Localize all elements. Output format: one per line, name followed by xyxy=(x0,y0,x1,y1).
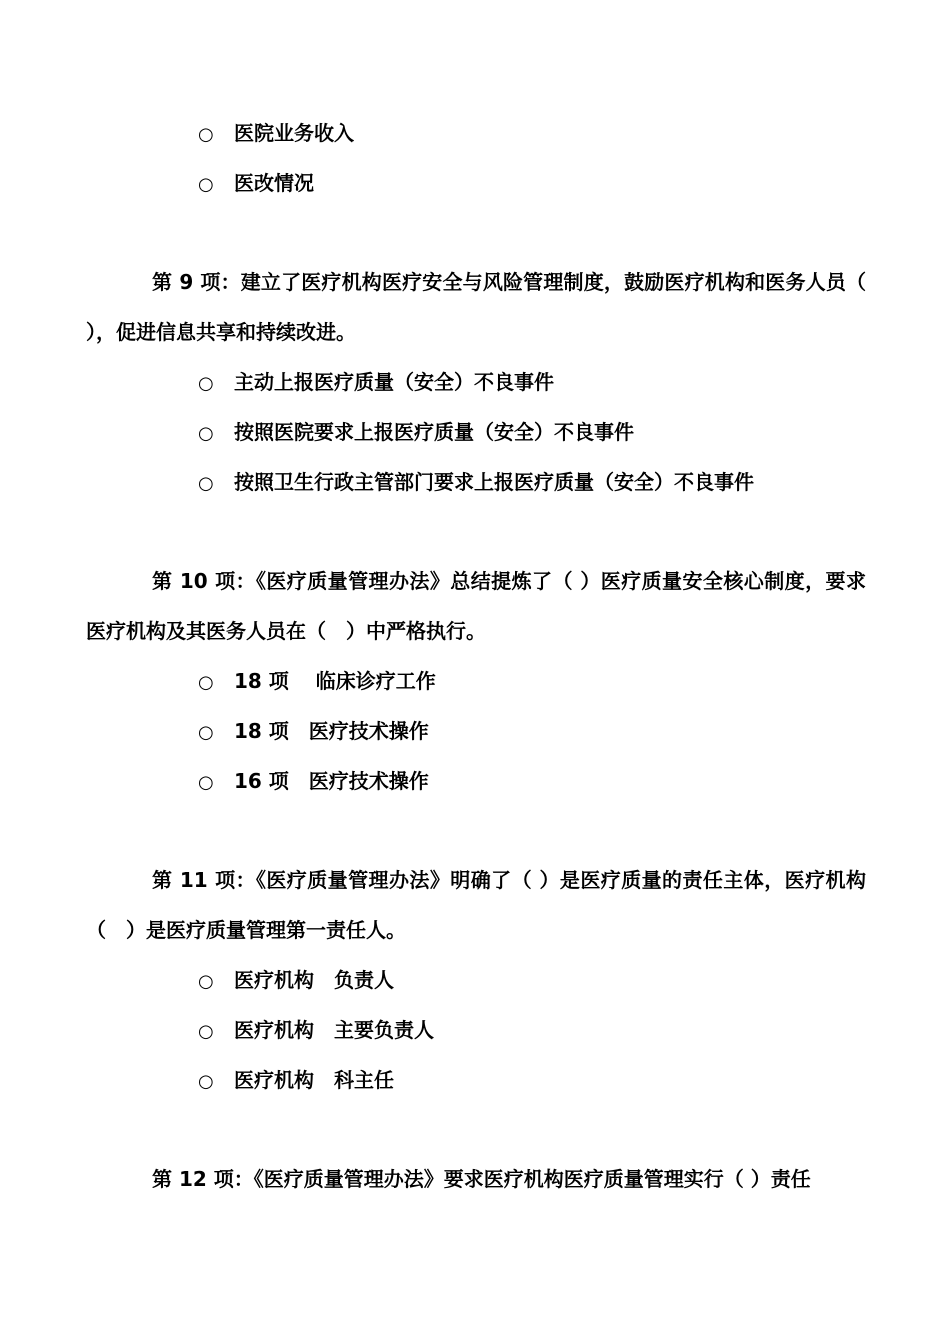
option-item[interactable] xyxy=(198,766,429,796)
question-text: 第 9 项：建立了医疗机构医疗安全与风险管理制度，鼓励医疗机构和医务人员（ ），促进信息共享和持续改进。 xyxy=(86,270,866,344)
option-item[interactable] xyxy=(198,965,394,995)
option-item[interactable] xyxy=(198,417,634,447)
question-text: 第 10 项：《医疗质量管理办法》总结提炼了（ ）医疗质量安全核心制度，要求医疗机构及其医务人员在（ ）中严格执行。 xyxy=(86,569,866,643)
option-bullet: ○ xyxy=(198,373,214,394)
question-text: 第 11 项：《医疗质量管理办法》明确了（ ）是医疗质量的责任主体，医疗机构（ ）是医疗质量管理第一责任人。 xyxy=(86,868,866,942)
option-item[interactable] xyxy=(198,1065,394,1095)
option-item[interactable] xyxy=(198,716,429,746)
option-label: 医疗机构 科主任 xyxy=(234,1068,394,1092)
option-label: 主动上报医疗质量（安全）不良事件 xyxy=(234,370,554,394)
option-bullet: ○ xyxy=(198,174,214,195)
option-item[interactable] xyxy=(198,467,754,497)
option-label: 16 项 医疗技术操作 xyxy=(234,769,429,793)
option-bullet: ○ xyxy=(198,423,214,444)
option-bullet: ○ xyxy=(198,1071,214,1092)
option-bullet: ○ xyxy=(198,672,214,693)
option-item[interactable] xyxy=(198,1015,434,1045)
option-label: 医疗机构 主要负责人 xyxy=(234,1018,434,1042)
option-label: 18 项 医疗技术操作 xyxy=(234,719,429,743)
option-label: 医改情况 xyxy=(234,171,314,195)
question-text: 第 12 项：《医疗质量管理办法》要求医疗机构医疗质量管理实行（ ）责任 xyxy=(152,1167,811,1191)
option-bullet: ○ xyxy=(198,772,214,793)
option-item[interactable] xyxy=(198,666,436,696)
option-label: 医疗机构 负责人 xyxy=(234,968,394,992)
option-label: 18 项 临床诊疗工作 xyxy=(234,669,436,693)
option-label: 医院业务收入 xyxy=(234,121,354,145)
option-label: 按照医院要求上报医疗质量（安全）不良事件 xyxy=(234,420,634,444)
option-item[interactable] xyxy=(198,168,314,198)
option-bullet: ○ xyxy=(198,722,214,743)
option-bullet: ○ xyxy=(198,473,214,494)
option-item[interactable] xyxy=(198,118,354,148)
option-bullet: ○ xyxy=(198,1021,214,1042)
option-item[interactable] xyxy=(198,367,554,397)
option-bullet: ○ xyxy=(198,124,214,145)
option-label: 按照卫生行政主管部门要求上报医疗质量（安全）不良事件 xyxy=(234,470,754,494)
option-bullet: ○ xyxy=(198,971,214,992)
